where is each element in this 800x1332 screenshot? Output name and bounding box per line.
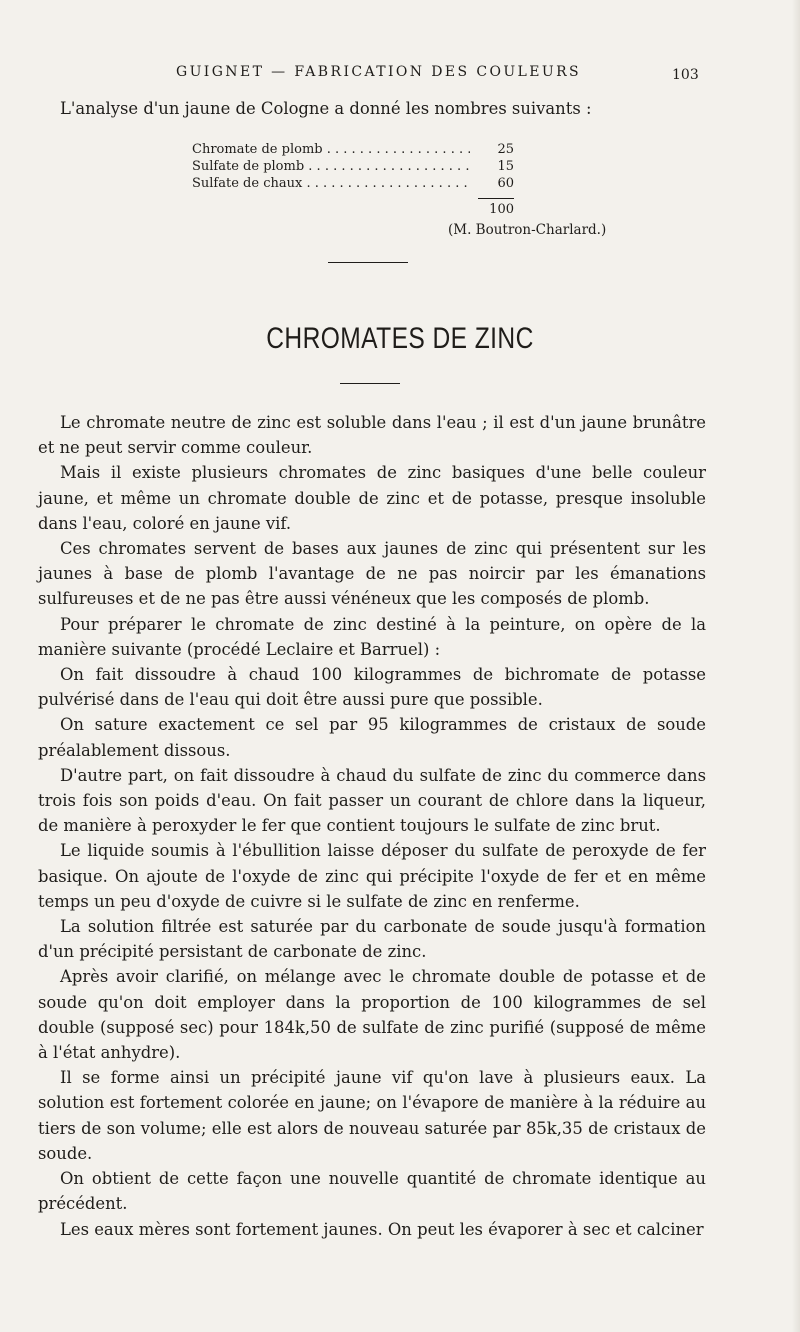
paragraph: Après avoir clarifié, on mélange avec le chromate double de potasse et de soude qu'on doit employer dans la proportion de 100 kilogrammes de sel double (supposé sec) pour 184k,50 de sulfate de zinc purifié (supposé de même à l'état anhydre). <box>38 967 706 1063</box>
section-title: CHROMATES DE ZINC <box>266 322 534 355</box>
composition-row <box>192 158 514 175</box>
paragraph: Pour préparer le chromate de zinc destiné à la peinture, on opère de la manière suivante (procédé Leclaire et Barruel) : <box>38 614 706 659</box>
composition-value: 15 <box>470 158 514 175</box>
paragraph: On sature exactement ce sel par 95 kilogrammes de cristaux de soude préalablement dissous. <box>38 715 706 760</box>
running-head <box>0 64 800 86</box>
paragraph: On fait dissoudre à chaud 100 kilogrammes de bichromate de potasse pulvérisé dans de l'eau qui doit être aussi pure que possible. <box>38 665 706 710</box>
intro-paragraph: L'analyse d'un jaune de Cologne a donné les nombres suivants : <box>60 99 592 118</box>
composition-table <box>192 141 514 217</box>
paragraph: La solution filtrée est saturée par du carbonate de soude jusqu'à formation d'un précipité persistant de carbonate de zinc. <box>38 917 706 962</box>
composition-label: Sulfate de chaux . . . <box>192 175 514 192</box>
paragraph: Le chromate neutre de zinc est soluble dans l'eau ; il est d'un jaune brunâtre et ne peut servir comme couleur. <box>38 413 706 458</box>
paragraph: Il se forme ainsi un précipité jaune vif qu'on lave à plusieurs eaux. La solution est fortement colorée en jaune; on l'évapore de manière à la réduire au tiers de son volume; elle est alors de nouveau saturée par 85k,35 de cristaux de soude. <box>38 1068 706 1163</box>
body-text <box>38 410 706 1242</box>
paragraph: Mais il existe plusieurs chromates de zinc basiques d'une belle couleur jaune, et même un chromate double de zinc et de potasse, presque insoluble dans l'eau, coloré en jaune vif. <box>38 463 706 533</box>
section-divider-bottom <box>340 383 400 384</box>
page-edge-shadow <box>792 0 800 1332</box>
composition-total: 100 <box>489 202 514 217</box>
composition-label: Chromate de plomb . . . <box>192 141 514 158</box>
running-title: GUIGNET — FABRICATION DES COULEURS <box>176 64 581 80</box>
composition-row <box>192 175 514 192</box>
source-attribution: (M. Boutron-Charlard.) <box>448 222 607 238</box>
sum-rule <box>478 198 514 199</box>
composition-label: Sulfate de plomb . . . <box>192 158 514 175</box>
composition-value: 60 <box>470 175 514 192</box>
paragraph: Le liquide soumis à l'ébullition laisse déposer du sulfate de peroxyde de fer basique. On ajoute de l'oxyde de zinc qui précipite l'oxyde de fer et en même temps un peu d'oxyde de cuivre si le sulfate de zinc en renferme. <box>38 841 706 911</box>
composition-value: 25 <box>470 141 514 158</box>
section-divider-top <box>328 262 408 263</box>
paragraph: Les eaux mères sont fortement jaunes. On peut les évaporer à sec et calciner <box>60 1219 704 1239</box>
composition-row <box>192 141 514 158</box>
page-number: 103 <box>672 67 699 83</box>
paragraph: Ces chromates servent de bases aux jaunes de zinc qui présentent sur les jaunes à base de plomb l'avantage de ne pas noircir par les émanations sulfureuses et de ne pas être aussi vénéneux que les composés de plomb. <box>38 539 706 609</box>
paragraph: D'autre part, on fait dissoudre à chaud du sulfate de zinc du commerce dans trois fois son poids d'eau. On fait passer un courant de chlore dans la liqueur, de manière à peroxyder le fer que contient toujours le sulfate de zinc brut. <box>38 765 706 836</box>
paragraph: On obtient de cette façon une nouvelle quantité de chromate identique au précédent. <box>38 1169 706 1214</box>
